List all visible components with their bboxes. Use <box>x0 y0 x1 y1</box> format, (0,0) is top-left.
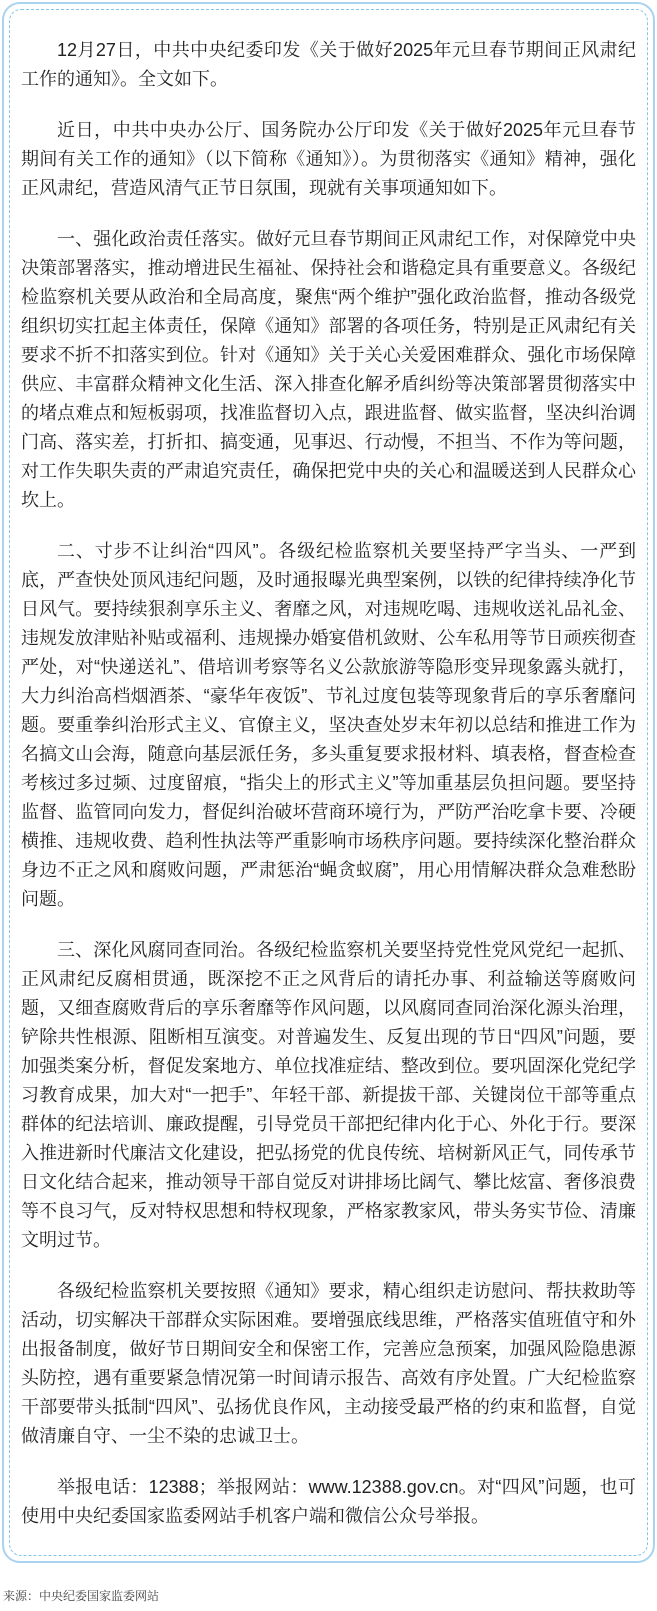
article-frame-border <box>2 2 655 1563</box>
paragraph-section-1: 一、强化政治责任落实。做好元旦春节期间正风肃纪工作，对保障党中央决策部署落实，推动增进民生福祉、保持社会和谐稳定具有重要意义。各级纪检监察机关要从政治和全局高度，聚焦“两个维护”强化政治监督，推动各级党组织切实扛起主体责任，保障《通知》部署的各项任务，特别是正风肃纪有关要求不折不扣落实到位。针对《通知》关于关心关爱困难群众、强化市场保障供应、丰富群众精神文化生活、深入排查化解矛盾纠纷等决策部署贯彻落实中的堵点难点和短板弱项，找准监督切入点，跟进监督、做实监督，坚决纠治调门高、落实差，打折扣、搞变通，见事迟、行动慢，不担当、不作为等问题，对工作失职失责的严肃追究责任，确保把党中央的关心和温暖送到人民群众心坎上。 <box>21 229 636 510</box>
source-attribution: 来源：中央纪委国家监委网站 <box>3 1589 160 1603</box>
article-frame-dashed-border <box>9 9 648 1556</box>
paragraph-intro: 12月27日，中共中央纪委印发《关于做好2025年元旦春节期间正风肃纪工作的通知》。全文如下。 <box>21 40 636 89</box>
paragraph-background: 近日，中共中央办公厅、国务院办公厅印发《关于做好2025年元旦春节期间有关工作的通知》（以下简称《通知》）。为贯彻落实《通知》精神，强化正风肃纪，营造风清气正节日氛围，现就有关事项通知如下。 <box>21 120 636 198</box>
paragraph-section-2: 二、寸步不让纠治“四风”。各级纪检监察机关要坚持严字当头、一严到底，严查快处顶风违纪问题，及时通报曝光典型案例，以铁的纪律持续净化节日风气。要持续狠刹享乐主义、奢靡之风，对违规吃喝、违规收送礼品礼金、违规发放津贴补贴或福利、违规操办婚宴借机敛财、公车私用等节日顽疾彻查严处，对“快递送礼”、借培训考察等名义公款旅游等隐形变异现象露头就打，大力纠治高档烟酒茶、“豪华年夜饭”、节礼过度包装等现象背后的享乐奢靡问题。要重拳纠治形式主义、官僚主义，坚决查处岁末年初以总结和推进工作为名搞文山会海，随意向基层派任务，多头重复要求报材料、填表格，督查检查考核过多过频、过度留痕，“指尖上的形式主义”等加重基层负担问题。要坚持监督、监管同向发力，督促纠治破坏营商环境行为，严防严治吃拿卡要、冷硬横推、违规收费、趋利性执法等严重影响市场秩序问题。要持续深化整治群众身边不正之风和腐败问题，严肃惩治“蝇贪蚁腐”，用心用情解决群众急难愁盼问题。 <box>21 541 636 909</box>
notice-article-body <box>21 36 636 1531</box>
paragraph-report-hotline: 举报电话：12388；举报网站：www.12388.gov.cn。对“四风”问题，也可使用中央纪委国家监委网站手机客户端和微信公众号举报。 <box>21 1477 636 1526</box>
paragraph-requirements: 各级纪检监察机关要按照《通知》要求，精心组织走访慰问、帮扶救助等活动，切实解决干部群众实际困难。要增强底线思维，严格落实值班值守和外出报备制度，做好节日期间安全和保密工作，完善应急预案，加强风险隐患源头防控，遇有重要紧急情况第一时间请示报告、高效有序处置。广大纪检监察干部要带头抵制“四风”、弘扬优良作风，主动接受最严格的约束和监督，自觉做清廉自守、一尘不染的忠诚卫士。 <box>21 1281 636 1446</box>
paragraph-section-3: 三、深化风腐同查同治。各级纪检监察机关要坚持党性党风党纪一起抓、正风肃纪反腐相贯通，既深挖不正之风背后的请托办事、利益输送等腐败问题，又细查腐败背后的享乐奢靡等作风问题，以风腐同查同治深化源头治理，铲除共性根源、阻断相互演变。对普遍发生、反复出现的节日“四风”问题，要加强类案分析，督促发案地方、单位找准症结、整改到位。要巩固深化党纪学习教育成果，加大对“一把手”、年轻干部、新提拔干部、关键岗位干部等重点群体的纪法培训、廉政提醒，引导党员干部把纪律内化于心、外化于行。要深入推进新时代廉洁文化建设，把弘扬党的优良传统、培树新风正气，同传承节日文化结合起来，推动领导干部自觉反对讲排场比阔气、攀比炫富、奢侈浪费等不良习气，反对特权思想和特权现象，严格家教家风，带头务实节俭、清廉文明过节。 <box>21 940 636 1250</box>
